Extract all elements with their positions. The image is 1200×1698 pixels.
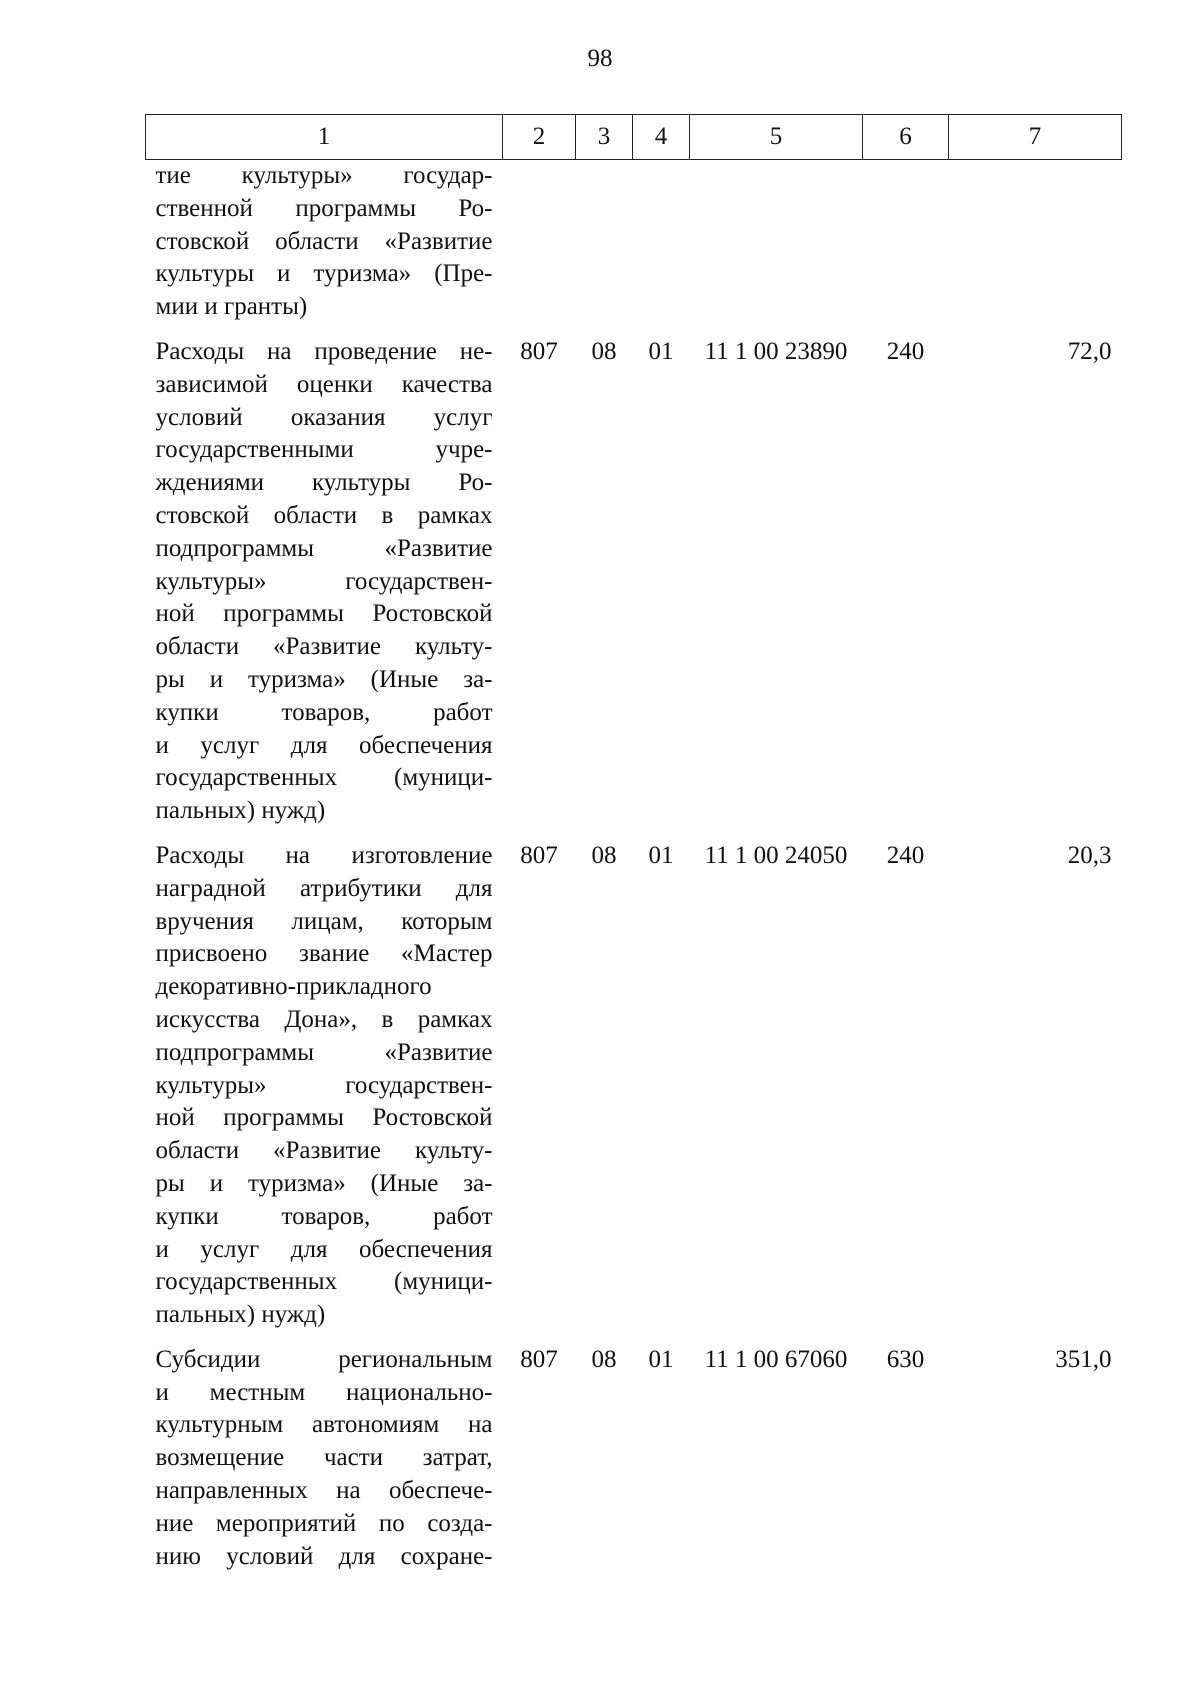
description-line: декоративно-прикладного (155, 973, 432, 1001)
description-line: ры и туризма» (Иные за- (155, 1169, 493, 1197)
cell-section: 08 (591, 841, 617, 869)
description-line: государственными учре- (155, 436, 493, 464)
cell-subsection (633, 160, 690, 336)
cell-amount: 20,3 (1067, 841, 1112, 869)
description-line: области «Развитие культу- (155, 1137, 493, 1165)
cell-expense-type: 630 (886, 1345, 925, 1373)
page-number: 98 (587, 45, 613, 72)
description-line: возмещение части затрат, (155, 1444, 493, 1472)
row-description (146, 160, 503, 336)
cell-subsection: 01 (648, 337, 674, 365)
row-description (146, 840, 503, 1344)
cell-amount: 72,0 (1067, 337, 1112, 365)
header-col-4: 4 (633, 115, 690, 160)
table-row (146, 160, 1122, 336)
description-line: и услуг для обеспечения (155, 1235, 493, 1263)
description-line: подпрограммы «Развитие (155, 1038, 493, 1066)
description-line: и местным национально- (155, 1378, 493, 1406)
description-line: зависимой оценки качества (155, 370, 493, 398)
description-line: ние мероприятий по созда- (155, 1509, 493, 1537)
description-line: нию условий для сохране- (155, 1542, 493, 1570)
cell-amount: 351,0 (1055, 1345, 1112, 1373)
cell-expense-type: 240 (886, 337, 925, 365)
description-line: Расходы на изготовление (155, 841, 493, 869)
cell-target-article: 11 1 00 24050 (704, 841, 848, 869)
cell-subsection: 01 (648, 841, 674, 869)
header-col-3: 3 (576, 115, 633, 160)
header-col-5: 5 (690, 115, 863, 160)
cell-expense-type: 240 (886, 841, 925, 869)
cell-target-article: 11 1 00 23890 (704, 337, 848, 365)
cell-target-article: 11 1 00 67060 (704, 1345, 848, 1373)
description-line: ной программы Ростовской (155, 1104, 493, 1132)
description-line: Субсидии региональным (155, 1345, 493, 1373)
cell-section: 08 (591, 1345, 617, 1373)
description-line: и услуг для обеспечения (155, 731, 493, 759)
cell-section: 08 (591, 337, 617, 365)
description-line: государственных (муници- (155, 1268, 493, 1296)
description-line: присвоено звание «Мастер (155, 940, 493, 968)
description-line: вручения лицам, которым (155, 907, 493, 935)
description-line: культурным автономиям на (155, 1411, 493, 1439)
row-description (146, 1344, 503, 1574)
description-line: наградной атрибутики для (155, 874, 493, 902)
table-row (146, 1344, 1122, 1574)
cell-ministry: 807 (520, 1345, 558, 1373)
cell-ministry: 807 (520, 841, 558, 869)
description-line: искусства Дона», в рамках (155, 1005, 493, 1033)
table-body (146, 160, 1122, 1574)
cell-expense-type (863, 160, 949, 336)
description-line: культуры и туризма» (Пре- (155, 260, 493, 288)
description-line: ной программы Ростовской (155, 600, 493, 628)
description-line: направленных на обеспече- (155, 1477, 493, 1505)
budget-table (145, 114, 1122, 1573)
description-line: пальных) нужд) (155, 797, 326, 825)
cell-subsection: 01 (648, 1345, 674, 1373)
description-line: государственных (муници- (155, 764, 493, 792)
description-line: условий оказания услуг (155, 403, 493, 431)
cell-ministry (503, 160, 576, 336)
description-line: Расходы на проведение не- (155, 337, 493, 365)
header-row (146, 115, 1122, 160)
description-line: культуры» государствен- (155, 567, 493, 595)
cell-section (576, 160, 633, 336)
table-row (146, 336, 1122, 840)
table-row (146, 840, 1122, 1344)
description-line: ры и туризма» (Иные за- (155, 665, 493, 693)
description-line: купки товаров, работ (155, 1202, 493, 1230)
cell-target-article (690, 160, 863, 336)
table-header (146, 115, 1122, 160)
description-line: купки товаров, работ (155, 698, 493, 726)
description-line: области «Развитие культу- (155, 633, 493, 661)
description-line: ственной программы Ро- (155, 194, 493, 222)
header-col-7: 7 (949, 115, 1122, 160)
description-line: тие культуры» государ- (155, 162, 493, 189)
description-line: ждениями культуры Ро- (155, 469, 493, 497)
header-col-1: 1 (146, 115, 503, 160)
description-line: культуры» государствен- (155, 1071, 493, 1099)
header-col-2: 2 (503, 115, 576, 160)
description-line: подпрограммы «Развитие (155, 534, 493, 562)
cell-ministry: 807 (520, 337, 558, 365)
description-line: пальных) нужд) (155, 1301, 326, 1329)
cell-amount (949, 160, 1122, 336)
row-description (146, 336, 503, 840)
description-line: мии и гранты) (155, 293, 308, 321)
description-line: стовской области в рамках (155, 501, 493, 529)
header-col-6: 6 (863, 115, 949, 160)
description-line: стовской области «Развитие (155, 227, 493, 255)
